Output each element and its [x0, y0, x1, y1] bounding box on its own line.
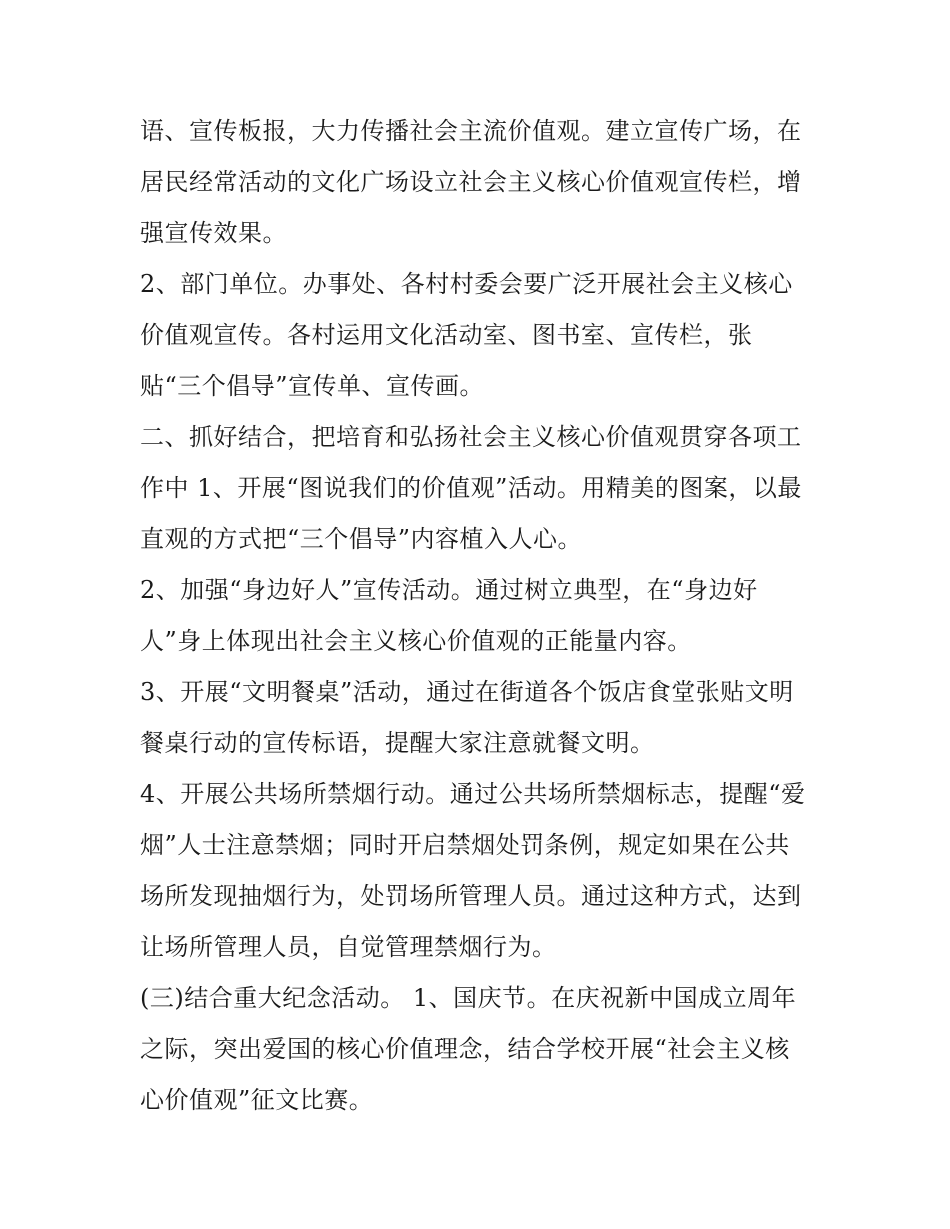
text-line: (三)结合重大纪念活动。 1、国庆节。在庆祝新中国成立周年	[140, 984, 797, 1012]
text-line: 语、宣传板报，大力传播社会主流价值观。建立宣传广场，在	[140, 117, 802, 145]
text-line: 餐桌行动的宣传标语，提醒大家注意就餐文明。	[140, 729, 655, 757]
document-body	[140, 106, 816, 1126]
text-line: 3、开展“文明餐桌”活动，通过在街道各个饭店食堂张贴文明	[140, 678, 794, 706]
text-line: 人”身上体现出社会主义核心价值观的正能量内容。	[140, 627, 692, 655]
text-line: 二、抓好结合，把培育和弘扬社会主义核心价值观贯穿各项工	[140, 423, 802, 451]
text-line: 让场所管理人员，自觉管理禁烟行为。	[140, 933, 557, 961]
text-line: 场所发现抽烟行为，处罚场所管理人员。通过这种方式，达到	[140, 882, 802, 910]
text-line: 2、加强“身边好人”宣传活动。通过树立典型，在“身边好	[140, 576, 758, 604]
text-line: 价值观宣传。各村运用文化活动室、图书室、宣传栏，张	[140, 321, 753, 349]
text-line: 4、开展公共场所禁烟行动。通过公共场所禁烟标志，提醒“爱	[140, 780, 806, 808]
text-line: 作中 1、开展“图说我们的价值观”活动。用精美的图案，以最	[140, 474, 802, 502]
text-line: 烟”人士注意禁烟；同时开启禁烟处罚条例，规定如果在公共	[140, 831, 790, 859]
text-line: 直观的方式把“三个倡导”内容植入人心。	[140, 525, 583, 553]
text-line: 强宣传效果。	[140, 219, 287, 247]
text-line: 居民经常活动的文化广场设立社会主义核心价值观宣传栏，增	[140, 168, 802, 196]
text-line: 之际，突出爱国的核心价值理念，结合学校开展“社会主义核	[140, 1035, 790, 1063]
text-line: 贴“三个倡导”宣传单、宣传画。	[140, 372, 485, 400]
text-line: 2、部门单位。办事处、各村村委会要广泛开展社会主义核心	[140, 270, 793, 298]
text-line: 心价值观”征文比赛。	[140, 1086, 374, 1114]
